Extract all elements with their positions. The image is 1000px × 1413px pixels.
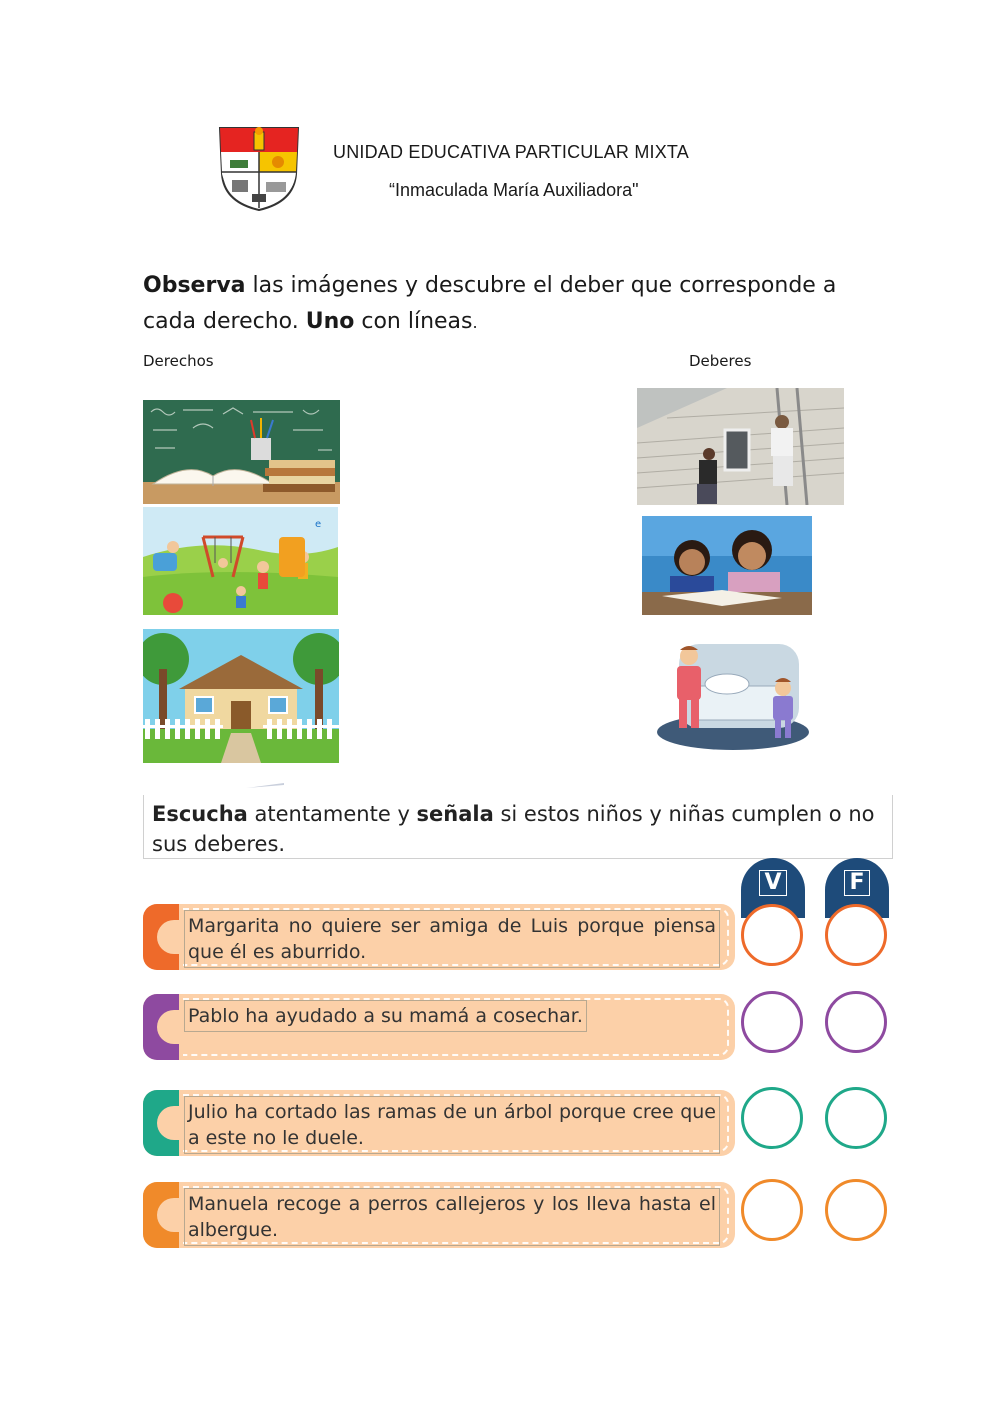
answer-circle-f[interactable] (825, 904, 887, 966)
column-header-v-label: V (759, 870, 786, 896)
painting-house-image[interactable] (637, 388, 844, 505)
making-bed-image[interactable] (655, 636, 812, 751)
label-derechos: Derechos (143, 352, 214, 370)
playground-children-image[interactable] (143, 507, 338, 615)
answer-circle-f[interactable] (825, 1179, 887, 1241)
school-crest-logo (216, 122, 302, 212)
label-deberes: Deberes (689, 352, 752, 370)
answer-circle-v[interactable] (741, 991, 803, 1053)
school-name: UNIDAD EDUCATIVA PARTICULAR MIXTA (333, 142, 689, 162)
instruction-bold-observa: Observa (143, 273, 246, 298)
statement-row-tab-notch (157, 1106, 179, 1140)
activity1-instruction (143, 268, 863, 341)
instruction-text-a: las imágenes y descubre el deber que corresponde a cada derecho. (143, 273, 837, 334)
school-subtitle: “Inmaculada María Auxiliadora" (389, 180, 639, 200)
svg-text:e: e (315, 519, 322, 530)
statement-text: Julio ha cortado las ramas de un árbol porque cree que a este no le duele. (184, 1096, 720, 1154)
statement-row-tab-notch (157, 920, 179, 954)
statement-row-tab (143, 1182, 179, 1248)
instruction-text-b: con líneas (354, 309, 473, 334)
statement-text: Margarita no quiere ser amiga de Luis porque piensa que él es aburrido. (184, 910, 720, 968)
statement-row (143, 1182, 735, 1248)
statement-text: Pablo ha ayudado a su mamá a cosechar. (184, 1000, 587, 1032)
statement-row-tab-notch (157, 1198, 179, 1232)
statement-row-tab (143, 1090, 179, 1156)
statement-row-tab-notch (157, 1010, 179, 1044)
statement-text: Manuela recoge a perros callejeros y los lleva hasta el albergue. (184, 1188, 720, 1246)
statement-row (143, 994, 735, 1060)
house-garden-image[interactable] (143, 629, 339, 763)
answer-circle-v[interactable] (741, 904, 803, 966)
statement-row (143, 904, 735, 970)
instruction-bold-escucha: Escucha (152, 802, 248, 826)
statement-row-tab (143, 994, 179, 1060)
instruction2-text-b: si estos niños y niñas cumplen o no sus deberes. (152, 802, 875, 856)
answer-circle-v[interactable] (741, 1179, 803, 1241)
answer-circle-v[interactable] (741, 1087, 803, 1149)
decorative-stroke (246, 776, 284, 782)
instruction-bold-uno: Uno (305, 309, 355, 334)
instruction-period: . (472, 313, 478, 332)
instruction2-text-a: atentamente y (247, 802, 417, 826)
answer-circle-f[interactable] (825, 991, 887, 1053)
books-blackboard-image[interactable] (143, 400, 340, 504)
instruction-bold-senala: señala (416, 802, 494, 826)
children-studying-image[interactable] (642, 516, 812, 615)
column-header-f-label: F (844, 870, 869, 896)
answer-circle-f[interactable] (825, 1087, 887, 1149)
activity2-instruction (143, 795, 893, 859)
statement-row-tab (143, 904, 179, 970)
statement-row (143, 1090, 735, 1156)
